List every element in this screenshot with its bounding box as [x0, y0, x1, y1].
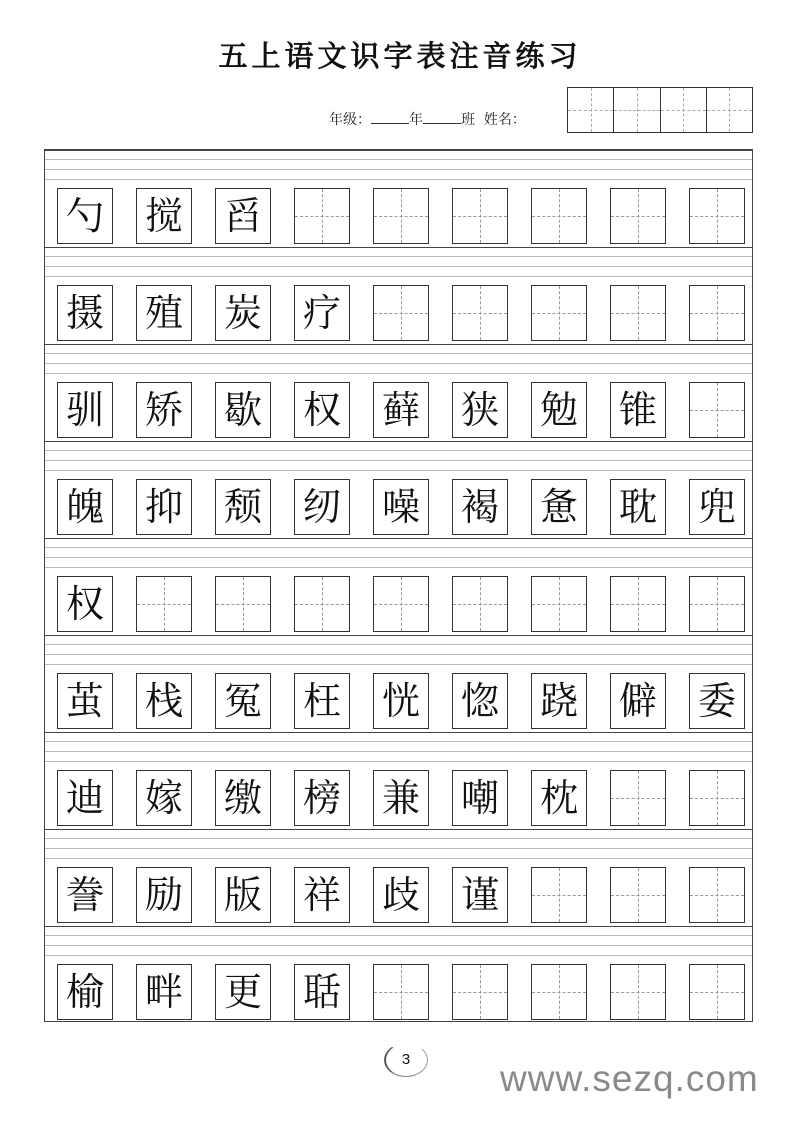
- character: [611, 286, 665, 340]
- character-cell: [136, 479, 192, 535]
- empty-practice-cell[interactable]: [689, 285, 745, 341]
- character: [532, 286, 586, 340]
- character: [690, 286, 744, 340]
- character: 誊: [65, 873, 104, 917]
- character: 版: [223, 873, 262, 917]
- practice-row: [45, 150, 752, 247]
- pinyin-lines[interactable]: [45, 441, 752, 479]
- character-cell: [57, 382, 113, 438]
- pinyin-lines[interactable]: [45, 344, 752, 382]
- grade-blank[interactable]: [371, 111, 409, 124]
- character: 摄: [65, 291, 104, 335]
- character-cell: [452, 479, 508, 535]
- character-cell: [294, 770, 350, 826]
- class-label: 班: [461, 112, 475, 128]
- character-cell: [57, 964, 113, 1020]
- character: 权: [65, 582, 104, 626]
- name-box[interactable]: [661, 88, 707, 132]
- character-cell: [215, 673, 271, 729]
- empty-practice-cell[interactable]: [689, 964, 745, 1020]
- name-label: 姓名：: [483, 112, 526, 128]
- practice-row: [45, 926, 752, 1023]
- character: [611, 771, 665, 825]
- character: 励: [144, 873, 183, 917]
- character: [532, 965, 586, 1019]
- character: 勺: [65, 194, 104, 238]
- name-boxes[interactable]: [567, 87, 753, 133]
- watermark: www.sezq.com: [500, 1058, 759, 1099]
- character-cells: [57, 964, 745, 1020]
- character-cell: [136, 673, 192, 729]
- character-cell: [373, 479, 429, 535]
- character: [611, 189, 665, 243]
- character-cell: [57, 673, 113, 729]
- empty-practice-cell[interactable]: [373, 285, 429, 341]
- empty-practice-cell[interactable]: [531, 964, 587, 1020]
- empty-practice-cell[interactable]: [452, 188, 508, 244]
- character: 狭: [460, 388, 499, 432]
- pinyin-lines[interactable]: [45, 538, 752, 576]
- character: [690, 189, 744, 243]
- character: 矫: [144, 388, 183, 432]
- character-cell: [294, 479, 350, 535]
- grade-label: 年级：: [329, 112, 371, 128]
- character-cell: [610, 382, 666, 438]
- character: [532, 868, 586, 922]
- pinyin-lines[interactable]: [45, 635, 752, 673]
- empty-practice-cell[interactable]: [689, 576, 745, 632]
- character-cell: [136, 964, 192, 1020]
- character-cell: [294, 382, 350, 438]
- empty-practice-cell[interactable]: [215, 576, 271, 632]
- character-cell: [215, 382, 271, 438]
- character: [611, 577, 665, 631]
- character: 枉: [302, 679, 341, 723]
- character: [453, 965, 507, 1019]
- character-cell: [215, 964, 271, 1020]
- character: [611, 868, 665, 922]
- character-cell: [57, 188, 113, 244]
- empty-practice-cell[interactable]: [294, 188, 350, 244]
- character-cell: [136, 188, 192, 244]
- character: 炭: [223, 291, 262, 335]
- empty-practice-cell[interactable]: [689, 188, 745, 244]
- empty-practice-cell[interactable]: [531, 188, 587, 244]
- character: [295, 577, 349, 631]
- empty-practice-cell[interactable]: [610, 576, 666, 632]
- character: 聒: [302, 970, 341, 1014]
- character-cell: [689, 673, 745, 729]
- pinyin-lines[interactable]: [45, 829, 752, 867]
- character: 谨: [460, 873, 499, 917]
- empty-practice-cell[interactable]: [689, 867, 745, 923]
- character-cell: [136, 770, 192, 826]
- character: 嫁: [144, 776, 183, 820]
- character-cell: [136, 285, 192, 341]
- character: 僻: [618, 679, 657, 723]
- character: [374, 965, 428, 1019]
- character: 惚: [460, 679, 499, 723]
- character-cell: [373, 770, 429, 826]
- practice-sheet: [44, 149, 753, 1022]
- character: [453, 189, 507, 243]
- empty-practice-cell[interactable]: [452, 964, 508, 1020]
- character-cell: [215, 867, 271, 923]
- character: [690, 771, 744, 825]
- name-box[interactable]: [568, 88, 614, 132]
- character: [690, 383, 744, 437]
- character-cell: [531, 770, 587, 826]
- character: 冤: [223, 679, 262, 723]
- character: 勉: [539, 388, 578, 432]
- character-cell: [136, 382, 192, 438]
- character-cell: [689, 479, 745, 535]
- character: 畔: [144, 970, 183, 1014]
- character: 舀: [223, 194, 262, 238]
- pinyin-lines[interactable]: [45, 150, 752, 188]
- empty-practice-cell[interactable]: [373, 576, 429, 632]
- character: 兼: [381, 776, 420, 820]
- character: 迪: [65, 776, 104, 820]
- character-cell: [531, 382, 587, 438]
- empty-practice-cell[interactable]: [610, 285, 666, 341]
- character-cell: [373, 382, 429, 438]
- character-cell: [294, 673, 350, 729]
- character: 颓: [223, 485, 262, 529]
- character-cells: [57, 673, 745, 729]
- name-box[interactable]: [707, 88, 752, 132]
- character: 榜: [302, 776, 341, 820]
- empty-practice-cell[interactable]: [531, 867, 587, 923]
- practice-row: [45, 344, 752, 441]
- character-cell: [294, 964, 350, 1020]
- empty-practice-cell[interactable]: [294, 576, 350, 632]
- name-box[interactable]: [614, 88, 660, 132]
- character-cell: [215, 188, 271, 244]
- character-cell: [373, 673, 429, 729]
- character: 歇: [223, 388, 262, 432]
- character: 栈: [144, 679, 183, 723]
- pinyin-lines[interactable]: [45, 247, 752, 285]
- class-blank[interactable]: [423, 111, 461, 124]
- empty-practice-cell[interactable]: [373, 964, 429, 1020]
- character: 歧: [381, 873, 420, 917]
- character-cell: [294, 285, 350, 341]
- empty-practice-cell[interactable]: [610, 964, 666, 1020]
- character-cell: [452, 770, 508, 826]
- character-cell: [610, 479, 666, 535]
- character: [374, 286, 428, 340]
- character: 藓: [381, 388, 420, 432]
- empty-practice-cell[interactable]: [610, 867, 666, 923]
- character: [374, 189, 428, 243]
- character: [532, 189, 586, 243]
- character: 搅: [144, 194, 183, 238]
- character: 锥: [618, 388, 657, 432]
- character-cell: [373, 867, 429, 923]
- character: [295, 189, 349, 243]
- character: 耽: [618, 485, 657, 529]
- character: [137, 577, 191, 631]
- practice-row: [45, 635, 752, 732]
- empty-practice-cell[interactable]: [689, 382, 745, 438]
- empty-practice-cell[interactable]: [373, 188, 429, 244]
- character: 抑: [144, 485, 183, 529]
- character: [374, 577, 428, 631]
- pinyin-lines[interactable]: [45, 926, 752, 964]
- character-cell: [610, 673, 666, 729]
- character: 疗: [302, 291, 341, 335]
- empty-practice-cell[interactable]: [452, 285, 508, 341]
- empty-practice-cell[interactable]: [610, 188, 666, 244]
- character: 魄: [65, 485, 104, 529]
- character-cell: [57, 576, 113, 632]
- character: 枕: [539, 776, 578, 820]
- character-cells: [57, 382, 745, 438]
- character-cell: [57, 770, 113, 826]
- practice-row: [45, 441, 752, 538]
- character-cell: [57, 867, 113, 923]
- character: 更: [223, 970, 262, 1014]
- character-cell: [215, 285, 271, 341]
- page-title: 五上语文识字表注音练习: [218, 39, 582, 73]
- character: [453, 577, 507, 631]
- character: 驯: [65, 388, 104, 432]
- character: 跷: [539, 679, 578, 723]
- character: [532, 577, 586, 631]
- character-cell: [531, 479, 587, 535]
- character: [216, 577, 270, 631]
- character-cell: [57, 285, 113, 341]
- empty-practice-cell[interactable]: [452, 576, 508, 632]
- character-cells: [57, 285, 745, 341]
- character: 茧: [65, 679, 104, 723]
- character: 祥: [302, 873, 341, 917]
- character-cells: [57, 576, 745, 632]
- character: 纫: [302, 485, 341, 529]
- page-number: 3: [401, 1051, 411, 1068]
- character-cell: [136, 867, 192, 923]
- empty-practice-cell[interactable]: [610, 770, 666, 826]
- pinyin-lines[interactable]: [45, 732, 752, 770]
- character: 惫: [539, 485, 578, 529]
- character-cell: [294, 867, 350, 923]
- practice-row: [45, 538, 752, 635]
- character-cells: [57, 188, 745, 244]
- character: 权: [302, 388, 341, 432]
- character-cells: [57, 479, 745, 535]
- practice-row: [45, 732, 752, 829]
- character-cells: [57, 770, 745, 826]
- student-info: [329, 109, 526, 129]
- practice-row: [45, 247, 752, 344]
- character-cell: [215, 770, 271, 826]
- character: 殖: [144, 291, 183, 335]
- empty-practice-cell[interactable]: [531, 576, 587, 632]
- character-cells: [57, 867, 745, 923]
- character: 缴: [223, 776, 262, 820]
- character-cell: [452, 382, 508, 438]
- character: 嘲: [460, 776, 499, 820]
- character-cell: [215, 479, 271, 535]
- practice-row: [45, 829, 752, 926]
- character-cell: [452, 673, 508, 729]
- character-cell: [57, 479, 113, 535]
- character-cell: [452, 867, 508, 923]
- character: 恍: [381, 679, 420, 723]
- character-cell: [531, 673, 587, 729]
- character: 榆: [65, 970, 104, 1014]
- character: [453, 286, 507, 340]
- character: 兜: [697, 485, 736, 529]
- character: [690, 868, 744, 922]
- empty-practice-cell[interactable]: [136, 576, 192, 632]
- character: [611, 965, 665, 1019]
- character: [690, 965, 744, 1019]
- empty-practice-cell[interactable]: [689, 770, 745, 826]
- character: 噪: [381, 485, 420, 529]
- character: 委: [697, 679, 736, 723]
- character: [690, 577, 744, 631]
- empty-practice-cell[interactable]: [531, 285, 587, 341]
- year-label: 年: [409, 112, 423, 128]
- character: 褐: [460, 485, 499, 529]
